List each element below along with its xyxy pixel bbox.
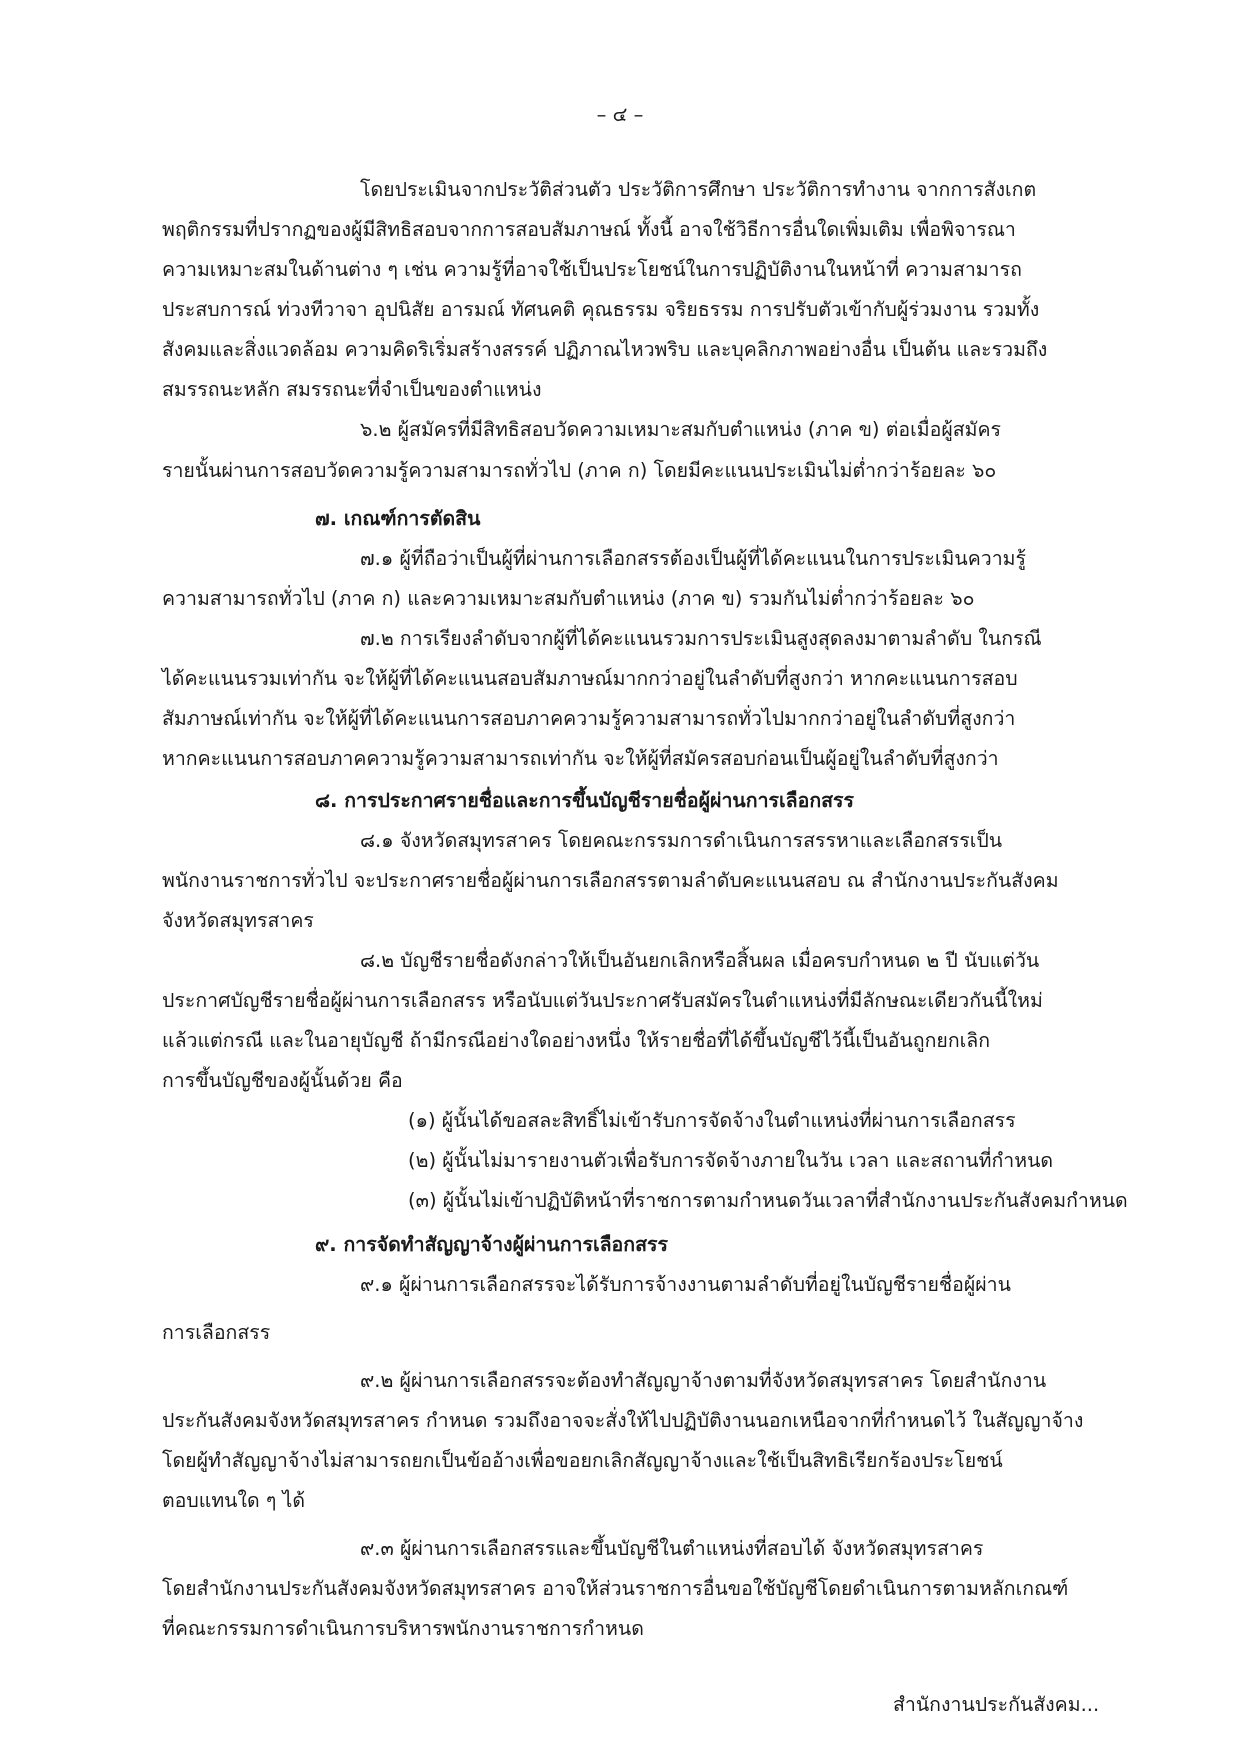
text-line: ประกันสังคมจังหวัดสมุทรสาคร กำหนด รวมถึงอาจจะสั่งให้ไปปฏิบัติงานนอกเหนือจากที่กำหนดไว้ ในสัญญาจ้าง bbox=[162, 1409, 1084, 1432]
text-line: ๙.๑ ผู้ผ่านการเลือกสรรจะได้รับการจ้างงานตามลำดับที่อยู่ในบัญชีรายชื่อผู้ผ่าน bbox=[360, 1273, 1011, 1296]
text-line: จังหวัดสมุทรสาคร bbox=[162, 909, 314, 932]
text-line: รายนั้นผ่านการสอบวัดความรู้ความสามารถทั่วไป (ภาค ก) โดยมีคะแนนประเมินไม่ต่ำกว่าร้อยละ ๖๐ bbox=[162, 459, 997, 482]
text-line: ตอบแทนใด ๆ ได้ bbox=[162, 1489, 306, 1512]
text-line: พฤติกรรมที่ปรากฏของผู้มีสิทธิสอบจากการสอบสัมภาษณ์ ทั้งนี้ อาจใช้วิธีการอื่นใดเพิ่มเติม เพื่อพิจารณา bbox=[162, 218, 1016, 241]
text-line: หากคะแนนการสอบภาคความรู้ความสามารถเท่ากัน จะให้ผู้ที่สมัครสอบก่อนเป็นผู้อยู่ในลำดับที่สูงกว่า bbox=[162, 747, 999, 770]
text-line: ประกาศบัญชีรายชื่อผู้ผ่านการเลือกสรร หรือนับแต่วันประกาศรับสมัครในตำแหน่งที่มีลักษณะเดียวกันนี้ใหม่ bbox=[162, 989, 1043, 1012]
text-line: ๘.๑ จังหวัดสมุทรสาคร โดยคณะกรรมการดำเนินการสรรหาและเลือกสรรเป็น bbox=[360, 829, 1003, 852]
text-line: ประสบการณ์ ท่วงทีวาจา อุปนิสัย อารมณ์ ทัศนคติ คุณธรรม จริยธรรม การปรับตัวเข้ากับผู้ร่วมงาน รวมทั้ง bbox=[162, 298, 1040, 321]
text-line: ๙.๓ ผู้ผ่านการเลือกสรรและขึ้นบัญชีในตำแหน่งที่สอบได้ จังหวัดสมุทรสาคร bbox=[360, 1537, 984, 1560]
page-footer: สำนักงานประกันสังคม... bbox=[893, 1693, 1100, 1716]
text-line: สังคมและสิ่งแวดล้อม ความคิดริเริ่มสร้างสรรค์ ปฏิภาณไหวพริบ และบุคลิกภาพอย่างอื่น เป็นต้น และรวมถึง bbox=[162, 338, 1048, 361]
text-line: โดยผู้ทำสัญญาจ้างไม่สามารถยกเป็นข้ออ้างเพื่อขอยกเลิกสัญญาจ้างและใช้เป็นสิทธิเรียกร้องประโยชน์ bbox=[162, 1449, 1003, 1472]
text-line: การขึ้นบัญชีของผู้นั้นด้วย คือ bbox=[162, 1069, 403, 1092]
page-number: – ๔ – bbox=[596, 103, 644, 126]
text-line: การเลือกสรร bbox=[162, 1321, 271, 1344]
text-line: ๙.๒ ผู้ผ่านการเลือกสรรจะต้องทำสัญญาจ้างตามที่จังหวัดสมุทรสาคร โดยสำนักงาน bbox=[360, 1369, 1047, 1392]
text-line: ได้คะแนนรวมเท่ากัน จะให้ผู้ที่ได้คะแนนสอบสัมภาษณ์มากกว่าอยู่ในลำดับที่สูงกว่า หากคะแนนการสอบ bbox=[162, 667, 1018, 690]
text-line: พนักงานราชการทั่วไป จะประกาศรายชื่อผู้ผ่านการเลือกสรรตามลำดับคะแนนสอบ ณ สำนักงานประกันสังคม bbox=[162, 869, 1059, 892]
text-line: ๗.๑ ผู้ที่ถือว่าเป็นผู้ที่ผ่านการเลือกสรรต้องเป็นผู้ที่ได้คะแนนในการประเมินความรู้ bbox=[360, 547, 1026, 570]
list-item: (๒) ผู้นั้นไม่มารายงานตัวเพื่อรับการจัดจ้างภายในวัน เวลา และสถานที่กำหนด bbox=[408, 1149, 1054, 1172]
section-heading: ๗. เกณฑ์การตัดสิน bbox=[315, 507, 481, 530]
text-line: สมรรถนะหลัก สมรรถนะที่จำเป็นของตำแหน่ง bbox=[162, 378, 542, 401]
list-item: (๑) ผู้นั้นได้ขอสละสิทธิ์ไม่เข้ารับการจัดจ้างในตำแหน่งที่ผ่านการเลือกสรร bbox=[408, 1109, 1016, 1132]
text-line: ๖.๒ ผู้สมัครที่มีสิทธิสอบวัดความเหมาะสมกับตำแหน่ง (ภาค ข) ต่อเมื่อผู้สมัคร bbox=[360, 418, 1002, 441]
text-line: ความเหมาะสมในด้านต่าง ๆ เช่น ความรู้ที่อาจใช้เป็นประโยชน์ในการปฏิบัติงานในหน้าที่ ความสามารถ bbox=[162, 258, 1022, 281]
text-line: สัมภาษณ์เท่ากัน จะให้ผู้ที่ได้คะแนนการสอบภาคความรู้ความสามารถทั่วไปมากกว่าอยู่ในลำดับที่สูงกว่า bbox=[162, 707, 1016, 730]
section-heading: ๘. การประกาศรายชื่อและการขึ้นบัญชีรายชื่อผู้ผ่านการเลือกสรร bbox=[315, 789, 854, 812]
text-line: โดยสำนักงานประกันสังคมจังหวัดสมุทรสาคร อาจให้ส่วนราชการอื่นขอใช้บัญชีโดยดำเนินการตามหลักเกณฑ์ bbox=[162, 1577, 1069, 1600]
text-line: ที่คณะกรรมการดำเนินการบริหารพนักงานราชการกำหนด bbox=[162, 1617, 644, 1640]
text-line: ๘.๒ บัญชีรายชื่อดังกล่าวให้เป็นอันยกเลิกหรือสิ้นผล เมื่อครบกำหนด ๒ ปี นับแต่วัน bbox=[360, 949, 1040, 972]
text-line: โดยประเมินจากประวัติส่วนตัว ประวัติการศึกษา ประวัติการทำงาน จากการสังเกต bbox=[360, 178, 1037, 201]
text-line: ความสามารถทั่วไป (ภาค ก) และความเหมาะสมกับตำแหน่ง (ภาค ข) รวมกันไม่ต่ำกว่าร้อยละ ๖๐ bbox=[162, 587, 975, 610]
text-line: ๗.๒ การเรียงลำดับจากผู้ที่ได้คะแนนรวมการประเมินสูงสุดลงมาตามลำดับ ในกรณี bbox=[360, 627, 1042, 650]
text-line: แล้วแต่กรณี และในอายุบัญชี ถ้ามีกรณีอย่างใดอย่างหนึ่ง ให้รายชื่อที่ได้ขึ้นบัญชีไว้นี้เป็นอันถูกยกเลิก bbox=[162, 1029, 991, 1052]
list-item: (๓) ผู้นั้นไม่เข้าปฏิบัติหน้าที่ราชการตามกำหนดวันเวลาที่สำนักงานประกันสังคมกำหนด bbox=[408, 1189, 1128, 1212]
section-heading: ๙. การจัดทำสัญญาจ้างผู้ผ่านการเลือกสรร bbox=[315, 1233, 668, 1256]
